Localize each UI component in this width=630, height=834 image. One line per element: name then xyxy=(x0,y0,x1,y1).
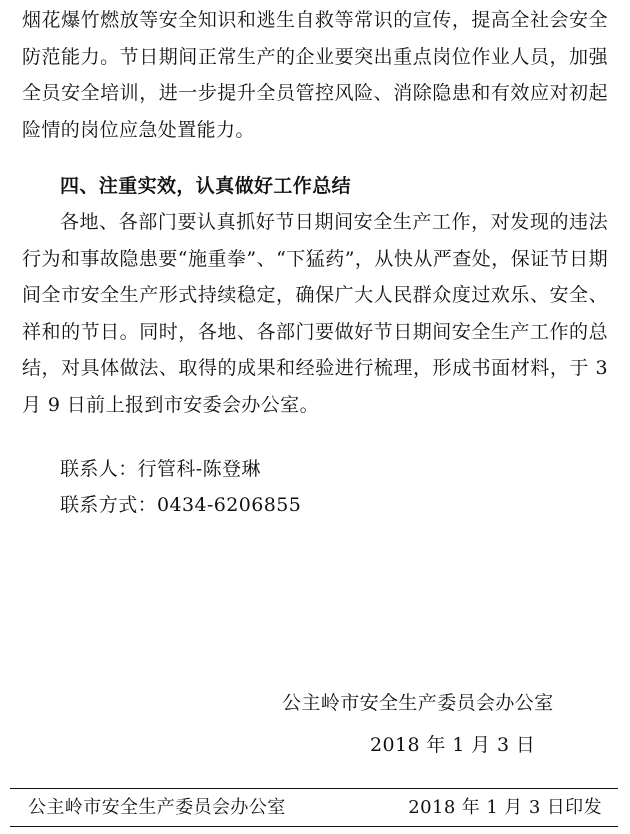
signature-date: 2018 年 1 月 3 日 xyxy=(370,734,536,756)
footer-top-rule xyxy=(10,788,618,789)
footer-bottom-rule xyxy=(10,826,618,827)
contact-phone: 联系方式：0434-6206855 xyxy=(60,494,302,516)
paragraph-body: 各地、各部门要认真抓好节日期间安全生产工作，对发现的违法行为和事故隐患要“施重拳”、“下猛药”，从快从严查处，保证节日期间全市安全生产形式持续稳定，确保广大人民群众度过欢乐、安全、祥和的节日。同时，各地、各部门要做好节日期间安全生产工作的总结，对具体做法、取得的成果和经验进行梳理，形成书面材料，于 3 月 9 日前上报到市安委会办公室。 xyxy=(22,211,608,416)
contact-person: 联系人：行管科-陈登琳 xyxy=(60,458,261,480)
section-heading: 四、注重实效，认真做好工作总结 xyxy=(60,175,352,197)
footer-issue-date: 2018 年 1 月 3 日印发 xyxy=(408,797,602,818)
paragraph-top: 烟花爆竹燃放等安全知识和逃生自救等常识的宣传，提高全社会安全防范能力。节日期间正常生产的企业要突出重点岗位作业人员，加强全员安全培训，进一步提升全员管控风险、消除隐患和有效应对初起险情的岗位应急处置能力。 xyxy=(22,9,608,141)
signature-organization: 公主岭市安全生产委员会办公室 xyxy=(282,692,554,714)
footer-issuer: 公主岭市安全生产委员会办公室 xyxy=(28,797,286,818)
